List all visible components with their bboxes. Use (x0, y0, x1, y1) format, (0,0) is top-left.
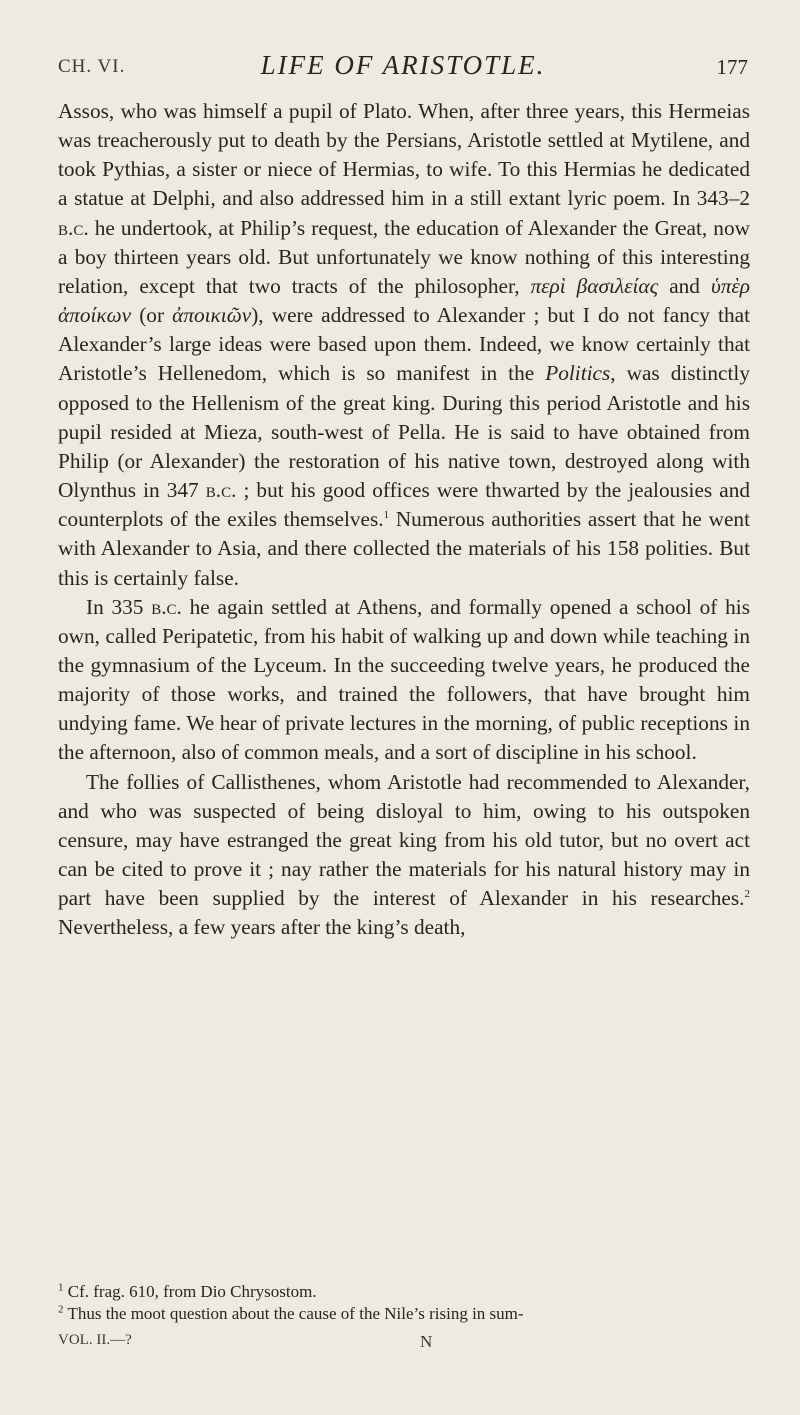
page-number: 177 (716, 55, 748, 79)
footnote (58, 1303, 750, 1325)
italic-text: περὶ βασιλείας (530, 273, 659, 298)
running-header (58, 50, 748, 90)
text-run: , was distinctly opposed to the Hellenism of the great king. During this period Aristotle and his pupil resided at Mieza, south-west of Pella. He is said to have obtained from Philip (or Alexander) the restoration of his native town, destroyed along with Olynthus in 347 (58, 361, 750, 503)
footnote-mark: 1 (58, 1281, 64, 1294)
text-run: ), were addressed to Alexander ; but I do not fancy that Alexander’s large ideas were based upon them. Indeed, we know certainly that Aristotle’s Hellenedom, which is so manifest in the (58, 303, 750, 386)
text-run: The follies of Callisthenes, whom Aristotle had recommended to Alexander, and who was suspected of being disloyal to him, owing to his outspoken censure, may have estranged the great king from his old tutor, but no overt act can be cited to prove it ; nay rather the materials for his natural history may in part have been supplied by the interest of Alexander in his researches. (58, 769, 750, 911)
paragraph (58, 768, 750, 943)
era-abbreviation: b.c. (205, 478, 237, 503)
text-run: he undertook, at Philip’s request, the education of Alexander the Great, now a boy thirteen years old. But unfortunately we know nothing of this interesting relation, except that two tracts of the philosopher, (58, 215, 750, 298)
footnotes (58, 1281, 750, 1325)
text-run: Assos, who was himself a pupil of Plato. When, after three years, this Hermeias was treacherously put to death by the Persians, Aristotle settled at Mytilene, and took Pythias, a sister or niece of Hermias, to wife. To this Hermias he dedicated a statue at Delphi, and also addressed him in a still extant lyric poem. In 343–2 (58, 99, 750, 211)
text-run: Numerous authorities assert that he went with Alexander to Asia, and there collected the materials of his 158 polities. But this is certainly false. (58, 507, 750, 590)
footnote-mark: 2 (58, 1303, 64, 1316)
footnote-ref: 1 (383, 509, 390, 522)
italic-text: ἀποικιῶν (172, 303, 252, 328)
running-title: LIFE OF ARISTOTLE. (260, 50, 546, 80)
italic-text: ὑπὲρ ἀποίκων (58, 273, 750, 328)
text-run: ; but his good offices were thwarted by the jealousies and counterplots of the exiles themselves. (58, 478, 750, 532)
footnote-ref: 2 (744, 888, 750, 901)
text-run: Nevertheless, a few years after the king’s death, (58, 915, 466, 940)
footnote (58, 1281, 750, 1303)
body-text (58, 97, 750, 943)
chapter-label: CH. VI. (58, 56, 126, 77)
italic-text: Politics (545, 361, 611, 386)
footnote-text: Cf. frag. 610, from Dio Chrysostom. (63, 1282, 317, 1301)
gathering-mark: N (420, 1332, 433, 1351)
signature-line (58, 1330, 750, 1354)
text-run: (or (131, 303, 173, 328)
era-abbreviation: b.c. (151, 594, 182, 619)
text-run: he again settled at Athens, and formally opened a school of his own, called Peripatetic, from his habit of walking up and down while teaching in the gymnasium of the Lyceum. In the succeeding twelve years, he produced the majority of those works, and trained the followers, that have brought him undying fame. We hear of private lectures in the morning, of public receptions in the afternoon, also of common meals, and a sort of discipline in his school. (58, 594, 750, 765)
text-run: and (658, 273, 711, 298)
footnote-text: Thus the moot question about the cause of the Nile’s rising in sum- (63, 1304, 524, 1323)
paragraph (58, 593, 750, 768)
text-run: In 335 (86, 594, 152, 619)
volume-signature: VOL. II.—? (58, 1332, 132, 1348)
era-abbreviation: b.c. (58, 215, 89, 240)
paragraph (58, 97, 750, 593)
